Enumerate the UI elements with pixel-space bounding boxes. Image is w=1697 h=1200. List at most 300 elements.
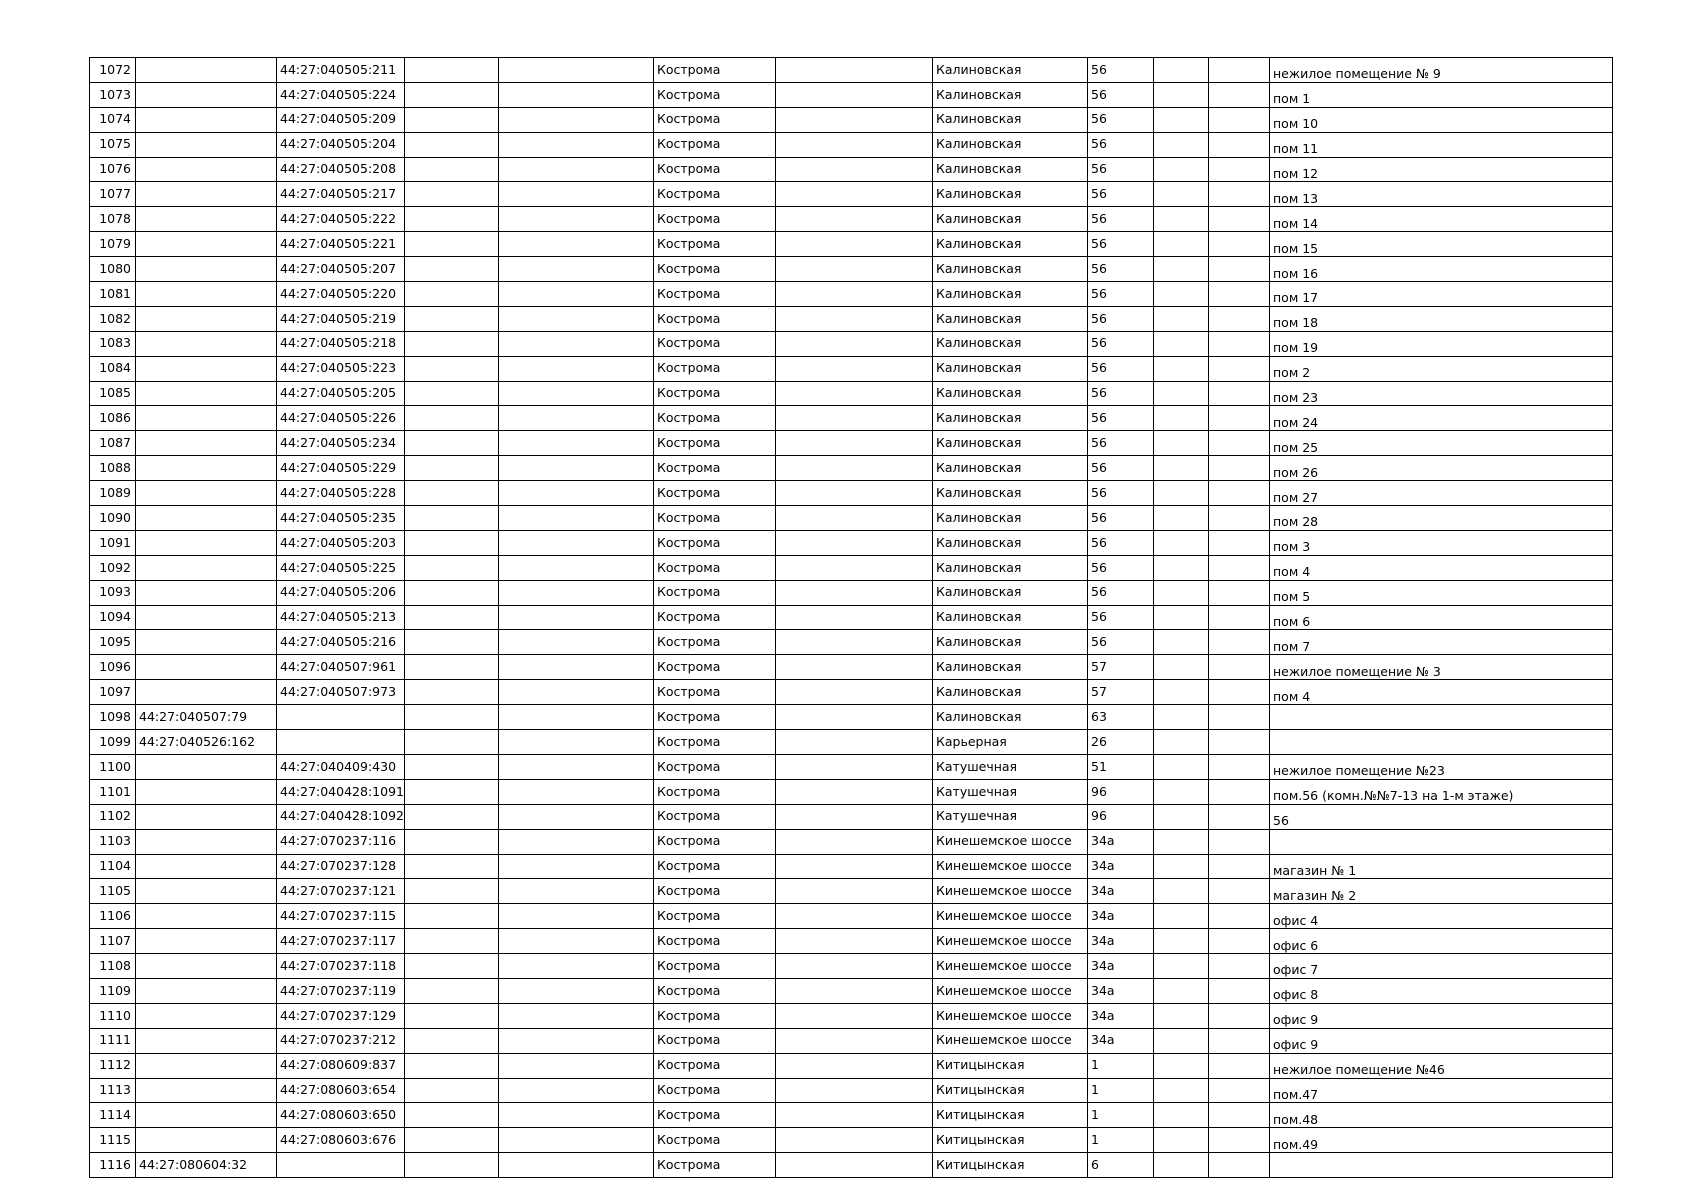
empty-cell-9 xyxy=(1154,306,1209,331)
empty-cell-9 xyxy=(1154,530,1209,555)
table-row xyxy=(90,282,1613,307)
empty-cell-6 xyxy=(776,705,933,730)
empty-cell-9 xyxy=(1154,331,1209,356)
empty-cell-4 xyxy=(499,730,654,755)
building-cadastral-cell xyxy=(136,1103,277,1128)
house-number-cell: 57 xyxy=(1088,680,1154,705)
building-cadastral-cell xyxy=(136,1053,277,1078)
city-cell: Кострома xyxy=(654,904,776,929)
empty-cell-3 xyxy=(405,406,499,431)
city-cell: Кострома xyxy=(654,58,776,83)
empty-cell-4 xyxy=(499,157,654,182)
table-row xyxy=(90,829,1613,854)
premises-description-cell: пом 25 xyxy=(1270,431,1613,456)
premises-cadastral-cell: 44:27:040505:228 xyxy=(277,481,405,506)
empty-cell-10 xyxy=(1209,978,1270,1003)
city-cell: Кострома xyxy=(654,555,776,580)
premises-description-cell: пом 14 xyxy=(1270,207,1613,232)
street-cell: Калиновская xyxy=(933,58,1088,83)
empty-cell-10 xyxy=(1209,730,1270,755)
row-number-cell: 1116 xyxy=(90,1153,136,1178)
row-number-cell: 1112 xyxy=(90,1053,136,1078)
building-cadastral-cell xyxy=(136,58,277,83)
empty-cell-3 xyxy=(405,257,499,282)
empty-cell-6 xyxy=(776,1003,933,1028)
table-row xyxy=(90,1078,1613,1103)
premises-cadastral-cell: 44:27:040505:218 xyxy=(277,331,405,356)
table-row xyxy=(90,132,1613,157)
empty-cell-9 xyxy=(1154,605,1209,630)
row-number-cell: 1107 xyxy=(90,929,136,954)
premises-cadastral-cell: 44:27:070237:129 xyxy=(277,1003,405,1028)
premises-cadastral-cell: 44:27:040505:208 xyxy=(277,157,405,182)
premises-cadastral-cell xyxy=(277,705,405,730)
empty-cell-4 xyxy=(499,356,654,381)
empty-cell-9 xyxy=(1154,630,1209,655)
city-cell: Кострома xyxy=(654,978,776,1003)
street-cell: Калиновская xyxy=(933,107,1088,132)
street-cell: Калиновская xyxy=(933,406,1088,431)
empty-cell-6 xyxy=(776,779,933,804)
house-number-cell: 34а xyxy=(1088,1028,1154,1053)
house-number-cell: 34а xyxy=(1088,879,1154,904)
empty-cell-4 xyxy=(499,804,654,829)
row-number-cell: 1102 xyxy=(90,804,136,829)
empty-cell-3 xyxy=(405,929,499,954)
empty-cell-4 xyxy=(499,929,654,954)
city-cell: Кострома xyxy=(654,207,776,232)
building-cadastral-cell xyxy=(136,978,277,1003)
premises-cadastral-cell: 44:27:040505:220 xyxy=(277,282,405,307)
row-number-cell: 1095 xyxy=(90,630,136,655)
street-cell: Кинешемское шоссе xyxy=(933,929,1088,954)
street-cell: Калиновская xyxy=(933,456,1088,481)
table-row xyxy=(90,157,1613,182)
city-cell: Кострома xyxy=(654,506,776,531)
premises-description-cell: 56 xyxy=(1270,804,1613,829)
table-row xyxy=(90,680,1613,705)
empty-cell-3 xyxy=(405,804,499,829)
row-number-cell: 1084 xyxy=(90,356,136,381)
empty-cell-3 xyxy=(405,431,499,456)
street-cell: Калиновская xyxy=(933,481,1088,506)
empty-cell-3 xyxy=(405,381,499,406)
premises-description-cell: пом 7 xyxy=(1270,630,1613,655)
table-row xyxy=(90,879,1613,904)
empty-cell-4 xyxy=(499,605,654,630)
empty-cell-9 xyxy=(1154,232,1209,257)
row-number-cell: 1093 xyxy=(90,580,136,605)
city-cell: Кострома xyxy=(654,879,776,904)
empty-cell-4 xyxy=(499,257,654,282)
city-cell: Кострома xyxy=(654,1128,776,1153)
premises-description-cell: нежилое помещение № 9 xyxy=(1270,58,1613,83)
city-cell: Кострома xyxy=(654,381,776,406)
table-row xyxy=(90,381,1613,406)
empty-cell-3 xyxy=(405,1028,499,1053)
premises-cadastral-cell: 44:27:040505:204 xyxy=(277,132,405,157)
street-cell: Китицынская xyxy=(933,1128,1088,1153)
row-number-cell: 1100 xyxy=(90,754,136,779)
building-cadastral-cell xyxy=(136,82,277,107)
premises-description-cell: пом 18 xyxy=(1270,306,1613,331)
row-number-cell: 1087 xyxy=(90,431,136,456)
premises-cadastral-cell: 44:27:040507:973 xyxy=(277,680,405,705)
empty-cell-6 xyxy=(776,232,933,257)
building-cadastral-cell xyxy=(136,929,277,954)
row-number-cell: 1106 xyxy=(90,904,136,929)
city-cell: Кострома xyxy=(654,680,776,705)
empty-cell-3 xyxy=(405,107,499,132)
premises-cadastral-cell: 44:27:040505:209 xyxy=(277,107,405,132)
empty-cell-10 xyxy=(1209,1053,1270,1078)
empty-cell-9 xyxy=(1154,506,1209,531)
empty-cell-10 xyxy=(1209,331,1270,356)
city-cell: Кострома xyxy=(654,605,776,630)
empty-cell-4 xyxy=(499,1128,654,1153)
empty-cell-6 xyxy=(776,555,933,580)
building-cadastral-cell xyxy=(136,754,277,779)
premises-cadastral-cell: 44:27:040505:229 xyxy=(277,456,405,481)
building-cadastral-cell xyxy=(136,1128,277,1153)
empty-cell-10 xyxy=(1209,705,1270,730)
empty-cell-3 xyxy=(405,232,499,257)
table-row xyxy=(90,929,1613,954)
empty-cell-4 xyxy=(499,506,654,531)
building-cadastral-cell xyxy=(136,282,277,307)
empty-cell-10 xyxy=(1209,381,1270,406)
house-number-cell: 56 xyxy=(1088,182,1154,207)
empty-cell-4 xyxy=(499,1003,654,1028)
empty-cell-9 xyxy=(1154,580,1209,605)
empty-cell-10 xyxy=(1209,481,1270,506)
building-cadastral-cell xyxy=(136,331,277,356)
empty-cell-3 xyxy=(405,630,499,655)
empty-cell-9 xyxy=(1154,58,1209,83)
premises-cadastral-cell: 44:27:080603:676 xyxy=(277,1128,405,1153)
premises-description-cell: пом 24 xyxy=(1270,406,1613,431)
empty-cell-6 xyxy=(776,1153,933,1178)
empty-cell-9 xyxy=(1154,954,1209,979)
empty-cell-6 xyxy=(776,1078,933,1103)
premises-description-cell: пом 12 xyxy=(1270,157,1613,182)
building-cadastral-cell xyxy=(136,1003,277,1028)
premises-description-cell: пом.48 xyxy=(1270,1103,1613,1128)
city-cell: Кострома xyxy=(654,132,776,157)
street-cell: Китицынская xyxy=(933,1103,1088,1128)
row-number-cell: 1109 xyxy=(90,978,136,1003)
city-cell: Кострома xyxy=(654,1053,776,1078)
empty-cell-3 xyxy=(405,1053,499,1078)
empty-cell-4 xyxy=(499,854,654,879)
house-number-cell: 56 xyxy=(1088,82,1154,107)
empty-cell-9 xyxy=(1154,1028,1209,1053)
empty-cell-3 xyxy=(405,157,499,182)
row-number-cell: 1111 xyxy=(90,1028,136,1053)
empty-cell-3 xyxy=(405,879,499,904)
empty-cell-10 xyxy=(1209,282,1270,307)
row-number-cell: 1092 xyxy=(90,555,136,580)
empty-cell-10 xyxy=(1209,182,1270,207)
premises-cadastral-cell: 44:27:040505:219 xyxy=(277,306,405,331)
empty-cell-10 xyxy=(1209,406,1270,431)
empty-cell-6 xyxy=(776,605,933,630)
row-number-cell: 1099 xyxy=(90,730,136,755)
premises-cadastral-cell: 44:27:040505:225 xyxy=(277,555,405,580)
empty-cell-3 xyxy=(405,854,499,879)
house-number-cell: 96 xyxy=(1088,779,1154,804)
house-number-cell: 34а xyxy=(1088,854,1154,879)
empty-cell-6 xyxy=(776,107,933,132)
house-number-cell: 34а xyxy=(1088,978,1154,1003)
city-cell: Кострома xyxy=(654,630,776,655)
registry-body xyxy=(90,58,1613,1178)
row-number-cell: 1098 xyxy=(90,705,136,730)
empty-cell-9 xyxy=(1154,207,1209,232)
empty-cell-10 xyxy=(1209,779,1270,804)
empty-cell-9 xyxy=(1154,730,1209,755)
table-row xyxy=(90,1028,1613,1053)
premises-cadastral-cell: 44:27:040505:211 xyxy=(277,58,405,83)
empty-cell-6 xyxy=(776,431,933,456)
empty-cell-3 xyxy=(405,481,499,506)
empty-cell-4 xyxy=(499,1103,654,1128)
empty-cell-6 xyxy=(776,257,933,282)
building-cadastral-cell: 44:27:040526:162 xyxy=(136,730,277,755)
empty-cell-3 xyxy=(405,555,499,580)
premises-description-cell: пом.56 (комн.№№7-13 на 1-м этаже) xyxy=(1270,779,1613,804)
premises-description-cell: пом 2 xyxy=(1270,356,1613,381)
row-number-cell: 1097 xyxy=(90,680,136,705)
empty-cell-4 xyxy=(499,406,654,431)
street-cell: Калиновская xyxy=(933,232,1088,257)
city-cell: Кострома xyxy=(654,406,776,431)
city-cell: Кострома xyxy=(654,1153,776,1178)
street-cell: Калиновская xyxy=(933,306,1088,331)
house-number-cell: 56 xyxy=(1088,555,1154,580)
house-number-cell: 1 xyxy=(1088,1078,1154,1103)
empty-cell-9 xyxy=(1154,1128,1209,1153)
table-row xyxy=(90,431,1613,456)
house-number-cell: 56 xyxy=(1088,481,1154,506)
city-cell: Кострома xyxy=(654,1028,776,1053)
city-cell: Кострома xyxy=(654,954,776,979)
premises-cadastral-cell: 44:27:040505:213 xyxy=(277,605,405,630)
premises-description-cell: пом 5 xyxy=(1270,580,1613,605)
row-number-cell: 1115 xyxy=(90,1128,136,1153)
street-cell: Калиновская xyxy=(933,257,1088,282)
empty-cell-4 xyxy=(499,456,654,481)
street-cell: Катушечная xyxy=(933,804,1088,829)
table-row xyxy=(90,107,1613,132)
premises-description-cell xyxy=(1270,829,1613,854)
row-number-cell: 1094 xyxy=(90,605,136,630)
empty-cell-3 xyxy=(405,182,499,207)
street-cell: Калиновская xyxy=(933,207,1088,232)
empty-cell-4 xyxy=(499,1053,654,1078)
premises-description-cell: пом 15 xyxy=(1270,232,1613,257)
table-row xyxy=(90,207,1613,232)
empty-cell-6 xyxy=(776,1028,933,1053)
empty-cell-6 xyxy=(776,157,933,182)
premises-cadastral-cell: 44:27:040505:207 xyxy=(277,257,405,282)
building-cadastral-cell xyxy=(136,904,277,929)
row-number-cell: 1090 xyxy=(90,506,136,531)
premises-cadastral-cell xyxy=(277,730,405,755)
empty-cell-6 xyxy=(776,82,933,107)
empty-cell-9 xyxy=(1154,929,1209,954)
house-number-cell: 56 xyxy=(1088,580,1154,605)
empty-cell-10 xyxy=(1209,555,1270,580)
row-number-cell: 1080 xyxy=(90,257,136,282)
empty-cell-4 xyxy=(499,530,654,555)
empty-cell-10 xyxy=(1209,157,1270,182)
street-cell: Кинешемское шоссе xyxy=(933,1003,1088,1028)
building-cadastral-cell xyxy=(136,132,277,157)
premises-description-cell: офис 9 xyxy=(1270,1003,1613,1028)
street-cell: Кинешемское шоссе xyxy=(933,829,1088,854)
building-cadastral-cell xyxy=(136,157,277,182)
empty-cell-9 xyxy=(1154,904,1209,929)
building-cadastral-cell xyxy=(136,257,277,282)
house-number-cell: 56 xyxy=(1088,58,1154,83)
premises-cadastral-cell xyxy=(277,1153,405,1178)
table-row xyxy=(90,1003,1613,1028)
empty-cell-3 xyxy=(405,1078,499,1103)
empty-cell-6 xyxy=(776,207,933,232)
empty-cell-3 xyxy=(405,605,499,630)
empty-cell-9 xyxy=(1154,754,1209,779)
premises-description-cell: пом 27 xyxy=(1270,481,1613,506)
empty-cell-4 xyxy=(499,580,654,605)
row-number-cell: 1104 xyxy=(90,854,136,879)
empty-cell-4 xyxy=(499,705,654,730)
empty-cell-4 xyxy=(499,954,654,979)
building-cadastral-cell: 44:27:040507:79 xyxy=(136,705,277,730)
house-number-cell: 56 xyxy=(1088,306,1154,331)
empty-cell-9 xyxy=(1154,1078,1209,1103)
empty-cell-3 xyxy=(405,779,499,804)
table-row xyxy=(90,1053,1613,1078)
table-row xyxy=(90,456,1613,481)
row-number-cell: 1088 xyxy=(90,456,136,481)
empty-cell-6 xyxy=(776,929,933,954)
row-number-cell: 1077 xyxy=(90,182,136,207)
premises-cadastral-cell: 44:27:040505:216 xyxy=(277,630,405,655)
empty-cell-3 xyxy=(405,132,499,157)
building-cadastral-cell xyxy=(136,506,277,531)
street-cell: Калиновская xyxy=(933,555,1088,580)
empty-cell-6 xyxy=(776,804,933,829)
premises-description-cell xyxy=(1270,1153,1613,1178)
city-cell: Кострома xyxy=(654,929,776,954)
house-number-cell: 56 xyxy=(1088,381,1154,406)
empty-cell-4 xyxy=(499,132,654,157)
table-row xyxy=(90,904,1613,929)
table-row xyxy=(90,331,1613,356)
city-cell: Кострома xyxy=(654,705,776,730)
row-number-cell: 1085 xyxy=(90,381,136,406)
empty-cell-9 xyxy=(1154,779,1209,804)
empty-cell-6 xyxy=(776,406,933,431)
empty-cell-4 xyxy=(499,107,654,132)
city-cell: Кострома xyxy=(654,481,776,506)
empty-cell-9 xyxy=(1154,132,1209,157)
empty-cell-6 xyxy=(776,854,933,879)
empty-cell-6 xyxy=(776,481,933,506)
empty-cell-3 xyxy=(405,530,499,555)
premises-cadastral-cell: 44:27:040505:226 xyxy=(277,406,405,431)
street-cell: Китицынская xyxy=(933,1078,1088,1103)
street-cell: Калиновская xyxy=(933,630,1088,655)
empty-cell-9 xyxy=(1154,406,1209,431)
empty-cell-3 xyxy=(405,978,499,1003)
building-cadastral-cell xyxy=(136,779,277,804)
house-number-cell: 56 xyxy=(1088,207,1154,232)
empty-cell-10 xyxy=(1209,1028,1270,1053)
empty-cell-9 xyxy=(1154,82,1209,107)
house-number-cell: 34а xyxy=(1088,929,1154,954)
empty-cell-9 xyxy=(1154,680,1209,705)
premises-description-cell: пом 4 xyxy=(1270,555,1613,580)
empty-cell-10 xyxy=(1209,1128,1270,1153)
premises-cadastral-cell: 44:27:080603:654 xyxy=(277,1078,405,1103)
premises-cadastral-cell: 44:27:040505:221 xyxy=(277,232,405,257)
premises-cadastral-cell: 44:27:070237:212 xyxy=(277,1028,405,1053)
premises-cadastral-cell: 44:27:070237:115 xyxy=(277,904,405,929)
street-cell: Китицынская xyxy=(933,1153,1088,1178)
premises-description-cell: офис 8 xyxy=(1270,978,1613,1003)
empty-cell-3 xyxy=(405,1003,499,1028)
row-number-cell: 1103 xyxy=(90,829,136,854)
empty-cell-10 xyxy=(1209,1153,1270,1178)
empty-cell-10 xyxy=(1209,929,1270,954)
row-number-cell: 1089 xyxy=(90,481,136,506)
city-cell: Кострома xyxy=(654,754,776,779)
empty-cell-4 xyxy=(499,630,654,655)
house-number-cell: 1 xyxy=(1088,1053,1154,1078)
empty-cell-9 xyxy=(1154,1103,1209,1128)
row-number-cell: 1113 xyxy=(90,1078,136,1103)
empty-cell-3 xyxy=(405,306,499,331)
empty-cell-10 xyxy=(1209,456,1270,481)
street-cell: Калиновская xyxy=(933,431,1088,456)
empty-cell-6 xyxy=(776,331,933,356)
building-cadastral-cell xyxy=(136,879,277,904)
empty-cell-10 xyxy=(1209,680,1270,705)
house-number-cell: 63 xyxy=(1088,705,1154,730)
empty-cell-3 xyxy=(405,705,499,730)
empty-cell-10 xyxy=(1209,306,1270,331)
street-cell: Кинешемское шоссе xyxy=(933,854,1088,879)
city-cell: Кострома xyxy=(654,182,776,207)
house-number-cell: 26 xyxy=(1088,730,1154,755)
house-number-cell: 1 xyxy=(1088,1103,1154,1128)
empty-cell-9 xyxy=(1154,107,1209,132)
empty-cell-6 xyxy=(776,730,933,755)
premises-description-cell: пом 6 xyxy=(1270,605,1613,630)
empty-cell-9 xyxy=(1154,1153,1209,1178)
building-cadastral-cell xyxy=(136,107,277,132)
table-row xyxy=(90,555,1613,580)
empty-cell-9 xyxy=(1154,1003,1209,1028)
street-cell: Калиновская xyxy=(933,356,1088,381)
table-row xyxy=(90,356,1613,381)
empty-cell-4 xyxy=(499,779,654,804)
house-number-cell: 34а xyxy=(1088,1003,1154,1028)
empty-cell-9 xyxy=(1154,381,1209,406)
building-cadastral-cell xyxy=(136,431,277,456)
